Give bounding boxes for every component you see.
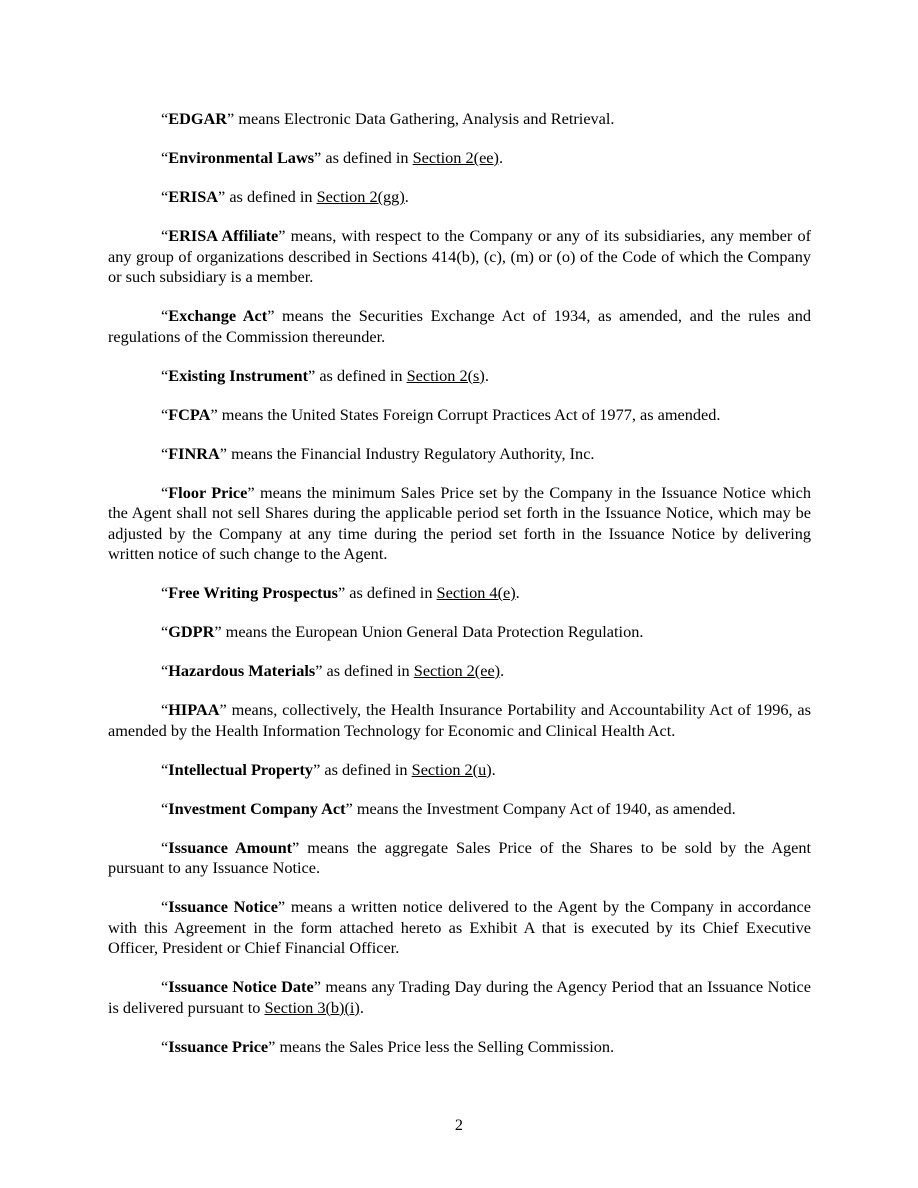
definition-paragraph — [108, 109, 811, 130]
close-quote: ” — [268, 1036, 276, 1056]
open-quote: “ — [161, 622, 169, 641]
close-quote: ” — [345, 798, 353, 818]
open-quote: “ — [161, 109, 169, 128]
definition-paragraph — [108, 148, 811, 169]
definition-paragraph — [108, 897, 811, 959]
definition-paragraph — [108, 799, 811, 820]
section-reference: Section 2(gg) — [316, 187, 405, 206]
open-quote: “ — [161, 148, 169, 167]
definition-text: means the Sales Price less the Selling Commission. — [275, 1036, 615, 1056]
definition-text: means the European Union General Data Protection Regulation. — [221, 622, 644, 641]
definition-tail: . — [500, 661, 505, 680]
defined-term: FINRA — [168, 443, 220, 463]
definition-text: means, with respect to the Company or any of its subsidiaries, any member of any group of organizations described in Sections 414(b), (c), (m) or (o) of the Code of which the Company or such subsidiary is a member. — [108, 226, 812, 286]
definition-paragraph — [108, 583, 811, 604]
defined-term: Issuance Amount — [168, 837, 293, 857]
close-quote: ” — [308, 365, 316, 385]
open-quote: “ — [161, 759, 169, 779]
definitions-list — [108, 109, 811, 1076]
definition-text: means the United States Foreign Corrupt Practices Act of 1977, as amended. — [217, 404, 721, 424]
definition-paragraph — [108, 483, 811, 565]
definition-text: means the minimum Sales Price set by the Company in the Issuance Notice which the Agent shall not sell Shares during the applicable period set forth in the Issuance Notice, which may be adjusted by the Company at any time during the period set forth in the Issuance Notice by delivering written notice of such change to the Agent. — [108, 482, 811, 563]
section-reference: Section 4(e) — [436, 583, 516, 602]
defined-term: ERISA — [168, 187, 219, 206]
defined-term: Investment Company Act — [168, 798, 346, 818]
close-quote: ” — [267, 306, 275, 325]
defined-term: EDGAR — [168, 109, 228, 128]
definition-text: means the aggregate Sales Price of the Shares to be sold by the Agent pursuant to any Issuance Notice. — [108, 837, 812, 877]
open-quote: “ — [161, 365, 169, 385]
definition-text: as defined in — [345, 583, 437, 602]
section-reference: Section 2(ee) — [412, 148, 499, 167]
close-quote: ” — [277, 897, 286, 916]
definition-paragraph — [108, 366, 811, 387]
defined-term: Issuance Price — [168, 1036, 269, 1056]
open-quote: “ — [161, 661, 169, 680]
open-quote: “ — [161, 897, 169, 916]
defined-term: GDPR — [168, 622, 215, 641]
definition-tail: . — [359, 997, 364, 1017]
defined-term: Hazardous Materials — [168, 661, 316, 680]
definition-text: as defined in — [322, 661, 414, 680]
open-quote: “ — [161, 404, 169, 424]
defined-term: Exchange Act — [168, 306, 268, 325]
section-reference: Section 2(u) — [411, 759, 492, 779]
definition-text: means any Trading Day during the Agency Period that an Issuance Notice is delivered pursuant to — [108, 977, 811, 1017]
definition-tail: . — [404, 187, 409, 206]
definition-tail: . — [515, 583, 520, 602]
close-quote: ” — [219, 443, 228, 463]
defined-term: Floor Price — [168, 482, 248, 502]
definition-paragraph — [108, 760, 811, 781]
open-quote: “ — [161, 443, 169, 463]
definition-text: as defined in — [225, 187, 317, 206]
definition-tail: . — [498, 148, 504, 167]
definition-paragraph — [108, 700, 811, 741]
section-reference: Section 3(b)(i) — [264, 997, 360, 1017]
close-quote: ” — [278, 226, 286, 245]
close-quote: ” — [314, 148, 322, 167]
defined-term: Issuance Notice — [168, 897, 278, 916]
definition-paragraph — [108, 187, 811, 208]
open-quote: “ — [161, 306, 169, 325]
close-quote: ” — [337, 583, 346, 602]
open-quote: “ — [161, 187, 169, 206]
open-quote: “ — [161, 583, 169, 602]
open-quote: “ — [161, 837, 169, 857]
definition-paragraph — [108, 405, 811, 426]
section-reference: Section 2(ee) — [413, 661, 501, 680]
open-quote: “ — [161, 482, 169, 502]
definition-text: means the Investment Company Act of 1940, as amended. — [352, 798, 736, 818]
close-quote: ” — [214, 622, 222, 641]
definition-tail: . — [491, 759, 496, 779]
close-quote: ” — [315, 661, 323, 680]
open-quote: “ — [161, 798, 169, 818]
definition-text: means, collectively, the Health Insurance Portability and Accountability Act of 1996, as amended by the Health Information Technology for Economic and Clinical Health Act. — [108, 700, 811, 740]
close-quote: ” — [210, 404, 218, 424]
open-quote: “ — [161, 977, 169, 996]
definition-tail: . — [484, 365, 489, 385]
page-number: 2 — [454, 1115, 464, 1134]
close-quote: ” — [313, 759, 321, 779]
open-quote: “ — [161, 226, 169, 245]
defined-term: Free Writing Prospectus — [168, 583, 338, 602]
open-quote: “ — [161, 1036, 169, 1056]
defined-term: FCPA — [168, 404, 211, 424]
close-quote: ” — [219, 700, 227, 719]
defined-term: ERISA Affiliate — [168, 226, 279, 245]
definition-text: as defined in — [321, 148, 413, 167]
section-reference: Section 2(s) — [406, 365, 485, 385]
definition-paragraph — [108, 661, 811, 682]
defined-term: Existing Instrument — [168, 365, 309, 385]
definition-paragraph — [108, 1037, 811, 1058]
definition-text: means the Securities Exchange Act of 1934, as amended, and the rules and regulations of the Commission thereunder. — [108, 306, 812, 346]
definition-paragraph — [108, 444, 811, 465]
definition-paragraph — [108, 226, 811, 288]
defined-term: Environmental Laws — [168, 148, 315, 167]
definition-paragraph — [108, 838, 811, 879]
close-quote: ” — [247, 482, 255, 502]
definition-text: means Electronic Data Gathering, Analysis and Retrieval. — [234, 109, 615, 128]
close-quote: ” — [218, 187, 226, 206]
open-quote: “ — [161, 700, 169, 719]
definition-text: as defined in — [320, 759, 412, 779]
definition-paragraph — [108, 622, 811, 643]
definition-text: means a written notice delivered to the Agent by the Company in accordance with this Agreement in the form attached hereto as Exhibit A that is executed by its Chief Executive Officer, President or Chief Financial Officer. — [108, 897, 812, 957]
definition-paragraph — [108, 977, 811, 1018]
definition-text: means the Financial Industry Regulatory Authority, Inc. — [227, 443, 595, 463]
defined-term: Intellectual Property — [168, 759, 314, 779]
close-quote: ” — [313, 977, 321, 996]
defined-term: Issuance Notice Date — [168, 977, 314, 996]
defined-term: HIPAA — [168, 700, 220, 719]
close-quote: ” — [227, 109, 235, 128]
close-quote: ” — [292, 837, 300, 857]
definition-text: as defined in — [315, 365, 407, 385]
definition-paragraph — [108, 306, 811, 347]
